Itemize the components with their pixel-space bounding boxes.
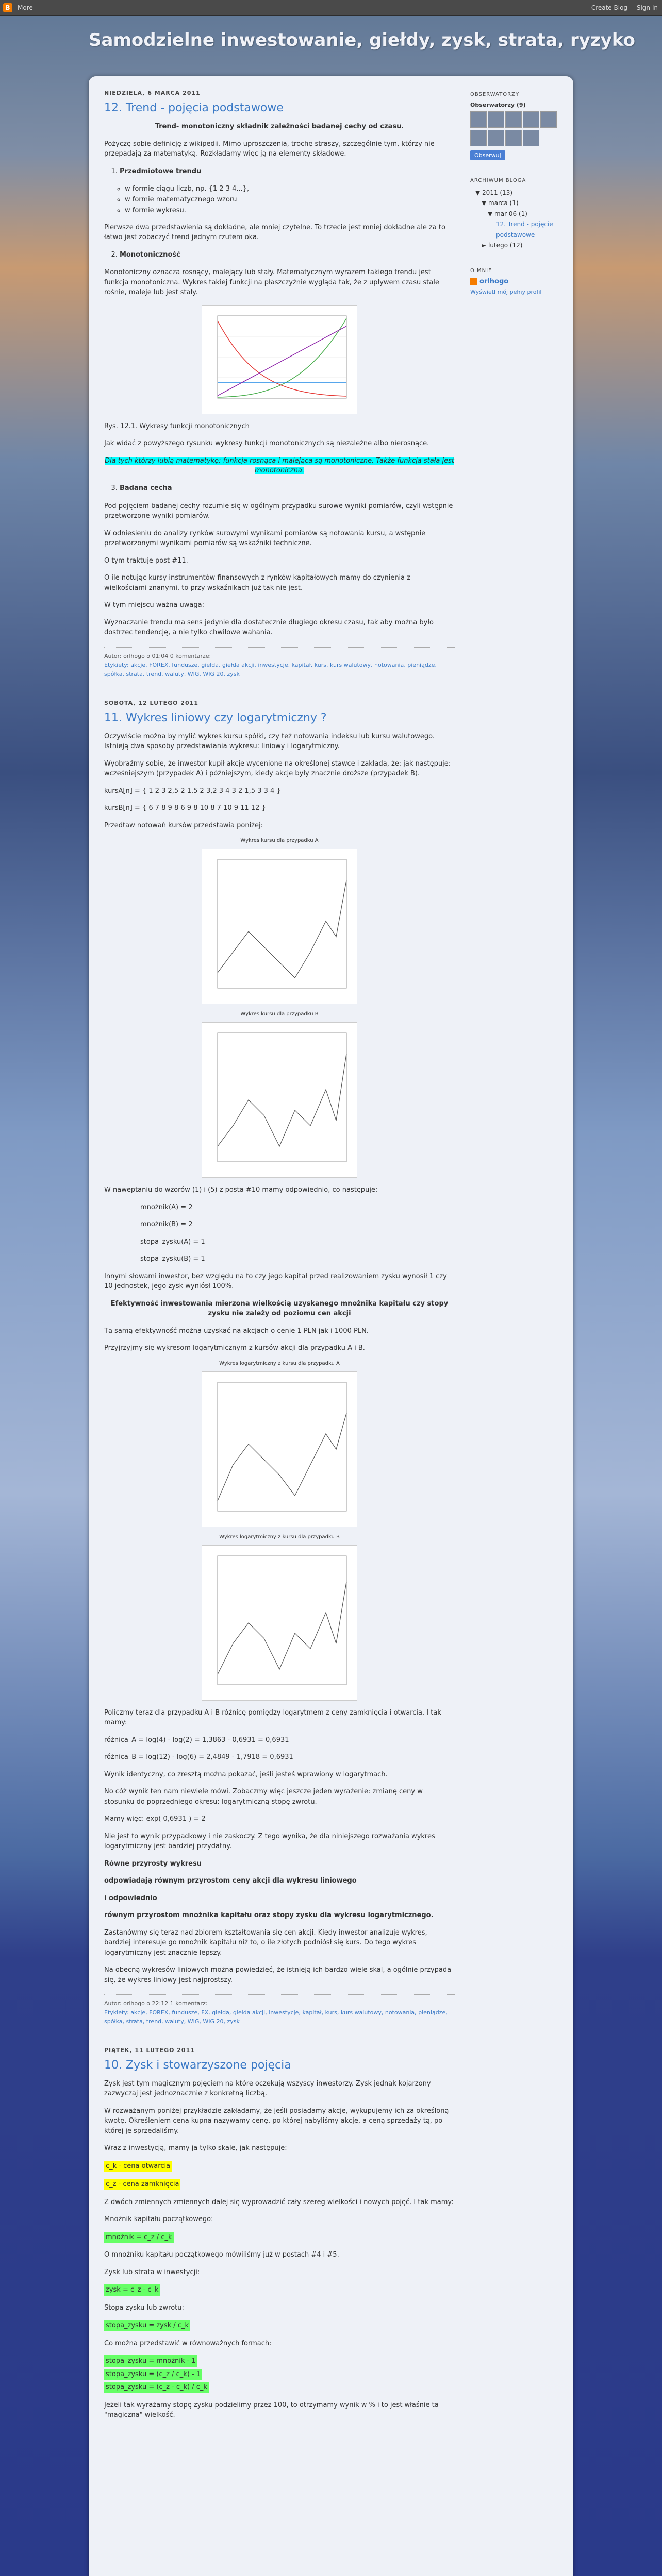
post-paragraph: Innymi słowami inwestor, bez względu na to czy jego kapitał przed realizowaniem zysku wynosił 1 czy 10 jednostek, jego zysk wyniósł 100%. (104, 1272, 447, 1291)
avatar[interactable] (488, 111, 504, 128)
avatar[interactable] (505, 130, 522, 146)
post-paragraph: Mnożnik kapitału początkowego: (104, 2215, 213, 2224)
post-paragraph: Mamy więc: exp( 0,6931 ) = 2 (104, 1815, 206, 1823)
archive-day[interactable]: ▼ mar 06 (1) (488, 210, 527, 217)
avatar[interactable] (470, 111, 487, 128)
post-author-line[interactable]: Autor: orlhogo o 01:04 0 komentarze: (104, 652, 211, 659)
highlighted-term: c_k - cena otwarcia (104, 2161, 172, 2172)
price-chart-b[interactable] (202, 1022, 357, 1178)
post-paragraph: Z dwóch zmiennych zmiennych dalej się wyprowadzić cały szereg wielkości i nowych pojęć. I tak mamy: (104, 2198, 454, 2206)
post-paragraph: Efektywność inwestowania mierzona wielkością uzyskanego mnożnika kapitału czy stopy zysku nie zależy od poziomu cen akcji (110, 1299, 449, 1318)
highlighted-note: Dla tych którzy lubią matematykę: funkcja rosnąca i malejąca są monotoniczne. Także funkcja stała jest monotoniczna. (104, 456, 455, 475)
post-title[interactable]: 12. Trend - pojęcia podstawowe (104, 101, 284, 114)
post-paragraph: O tym traktuje post #11. (104, 556, 188, 565)
main-column (104, 81, 455, 2428)
avatar[interactable] (470, 130, 487, 146)
post-paragraph: Policzmy teraz dla przypadku A i B różnicę pomiędzy logarytmem z ceny zamknięcia i otwarcia. I tak mamy: (104, 1708, 441, 1727)
post-paragraph: Jeżeli tak wyrażamy stopę zysku podzielimy przez 100, to otrzymamy wynik w % i to jest właśnie ta "magiczna" wielkość. (104, 2401, 439, 2419)
blogger-profile-icon (470, 278, 477, 285)
bold-line: równym przyrostom mnożnika kapitału oraz stopy zysku dla wykresu logarytmicznego. (104, 1911, 434, 1920)
more-menu[interactable]: More (18, 4, 33, 11)
post-paragraph: Jak widać z powyższego rysunku wykresy funkcji monotonicznych są niezależne albo nierosnące. (104, 439, 429, 448)
list-item: Badana cecha (120, 484, 172, 492)
content-wrapper (89, 76, 573, 2576)
archive-post-link[interactable]: 12. Trend - pojęcie podstawowe (496, 221, 553, 239)
create-blog-link[interactable]: Create Blog (591, 4, 628, 11)
post-title[interactable]: 10. Zysk i stowarzyszone pojęcia (104, 2058, 291, 2072)
value-line: stopa_zysku(A) = 1 (140, 1238, 205, 1246)
post-paragraph: W tym miejscu ważna uwaga: (104, 601, 204, 609)
follow-button[interactable]: Obserwuj (470, 150, 505, 160)
monotonic-functions-figure[interactable] (202, 305, 357, 414)
list-item: ◦ w formie matematycznego wzoru (125, 195, 455, 206)
post-paragraph: W rozważanym poniżej przykładzie zakładamy, że jeśli posiadamy akcje, wykupujemy ich za określoną kwotę. Określeniem cena kupna nazywamy cenę, po której nabyliśmy akcje, a ceną sprzedaży tą, po której je sprzedaliśmy. (104, 2107, 449, 2135)
sign-in-link[interactable]: Sign In (636, 4, 658, 11)
post-paragraph: Nie jest to wynik przypadkowy i nie zaskoczy. Z tego wynika, że dla niniejszego rozważania wykres logarytmiczny jest bardziej przydatny. (104, 1832, 435, 1851)
chart-b-caption: Wykres kursu dla przypadku B (240, 1011, 319, 1018)
value-line: mnożnik(A) = 2 (140, 1203, 193, 1211)
series-a: kursA[n] = { 1 2 3 2,5 2 1,5 2 3,2 3 4 3 2 1,5 3 3 4 } (104, 787, 281, 795)
widget-title: O MNIE (470, 268, 492, 274)
post-paragraph: Trend- monotoniczny składnik zależności badanej cechy od czasu. (155, 123, 404, 130)
log-chart-b-caption: Wykres logarytmiczny z kursu dla przypadku B (219, 1534, 340, 1540)
price-chart-a[interactable] (202, 849, 357, 1004)
view-profile-link[interactable]: Wyświetl mój pełny profil (470, 289, 542, 296)
list-item: Przedmiotowe trendu (120, 167, 202, 175)
post-footer (104, 1994, 455, 2026)
post-paragraph: Wyobraźmy sobie, że inwestor kupił akcje wycenione na określonej stawce i zakłada, że: jak następuje: wcześniejszym (przypadek A) i późniejszym, kiedy akcje były znacznie droższe (przypadek B). (104, 759, 451, 778)
formula: stopa_zysku = mnożnik - 1 (104, 2355, 197, 2367)
profile-name[interactable]: orlhogo (479, 278, 509, 286)
widget-title: ARCHIWUM BLOGA (470, 178, 526, 183)
bold-line: odpowiadają równym przyrostom ceny akcji dla wykresu liniowego (104, 1877, 357, 1885)
post-labels[interactable]: Etykiety: akcje, FOREX, fundusze, giełda, giełda akcji, inwestycje, kapitał, kurs, kurs walutowy, notowania, pieniądze, spółka, strata, trend, waluty, WIG, WIG 20, zysk (104, 662, 437, 677)
formula: mnożnik = c_z / c_k (104, 2232, 174, 2243)
blogger-logo-icon[interactable]: B (3, 3, 12, 12)
post-paragraph: O mnożniku kapitału początkowego mówiliśmy już w postach #4 i #5. (104, 2251, 339, 2259)
log-chart-a[interactable] (202, 1371, 357, 1527)
post-paragraph: W naweptaniu do wzorów (1) i (5) z posta #10 mamy odpowiednio, co następuje: (104, 1186, 378, 1194)
widget-title: OBSERWATORZY (470, 92, 520, 97)
equation: różnica_B = log(12) - log(6) = 2,4849 - 1,7918 = 0,6931 (104, 1753, 293, 1761)
post-paragraph: Pod pojęciem badanej cechy rozumie się w ogólnym przypadku surowe wyniki pomiarów, czyli wstępnie przetworzone wyniki pomiarów. (104, 502, 453, 520)
post-paragraph: O ile notując kursy instrumentów finansowych z rynków kapitałowych mamy do czynienia z wielkościami znanymi, to przy wskaźnikach już tak nie jest. (104, 574, 411, 592)
post-title[interactable]: 11. Wykres liniowy czy logarytmiczny ? (104, 711, 327, 724)
list-item: Monotoniczność (120, 250, 180, 259)
blog-title[interactable]: Samodzielne inwestowanie, giełdy, zysk, strata, ryzyko (89, 30, 635, 50)
list-item: ◦ w formie ciągu liczb, np. {1 2 3 4...}, (125, 184, 455, 195)
value-line: mnożnik(B) = 2 (140, 1221, 193, 1229)
post-paragraph: Tą samą efektywność można uzyskać na akcjach o cenie 1 PLN jak i 1000 PLN. (104, 1327, 369, 1335)
post-paragraph: Wraz z inwestycją, mamy ja tylko skale, jak następuje: (104, 2144, 287, 2153)
log-chart-a-caption: Wykres logarytmiczny z kursu dla przypadku A (219, 1360, 340, 1366)
post-paragraph: Co można przedstawić w równoważnych formach: (104, 2339, 272, 2347)
profile-widget (470, 268, 563, 295)
post-footer (104, 647, 455, 679)
post-labels[interactable]: Etykiety: akcje, FOREX, fundusze, FX, giełda, giełda akcji, inwestycje, kapitał, kurs, kurs walutowy, notowania, pieniądze, spółka, strata, trend, waluty, WIG, WIG 20, zysk (104, 2009, 448, 2025)
list-item: ◦ w formie wykresu. (125, 206, 455, 216)
avatar[interactable] (540, 111, 557, 128)
post-paragraph: Wyznaczanie trendu ma sens jedynie dla dostatecznie długiego okresu czasu, tak aby można było dostrzec tendencję, a nie tylko chwilowe wahania. (104, 618, 434, 637)
post-paragraph: Monotoniczny oznacza rosnący, malejący lub stały. Matematycznym wyrazem takiego trendu jest funkcja monotoniczna. Wykres takiej funkcji na płaszczyźnie wygląda tak, że z upływem czasu stale rośnie, maleje lub jest stały. (104, 268, 439, 297)
figure-caption: Rys. 12.1. Wykresy funkcji monotonicznych (104, 422, 250, 430)
post-paragraph: W odniesieniu do analizy rynków surowymi wynikami pomiarów są notowania kursu, a wstępnie przetworzonymi wynikami pomiarów są wskaźniki techniczne. (104, 529, 426, 548)
avatar[interactable] (523, 111, 539, 128)
series-b: kursB[n] = { 6 7 8 9 8 6 9 8 10 8 7 10 9 11 12 } (104, 804, 266, 812)
post-paragraph: Przedtaw notowań kursów przedstawia poniżej: (104, 821, 263, 829)
post-paragraph: Oczywiście można by mylić wykres kursu spółki, czy też notowania indeksu lub kursu walutowego. Istnieją dwa sposoby przedstawiania wykresu: liniowy i logarytmiczny. (104, 732, 435, 751)
date-header: NIEDZIELA, 6 MARCA 2011 (104, 90, 201, 96)
follower-avatars (470, 111, 563, 146)
post-paragraph: Pierwsze dwa przedstawienia są dokładne, ale mniej czytelne. To trzecie jest mniej dokładne ale za to łatwo jest zobaczyć trend jednym rzutem oka. (104, 223, 445, 242)
archive-year[interactable]: ▼ 2011 (13) (475, 189, 513, 196)
followers-widget (470, 92, 563, 160)
formula: stopa_zysku = (c_z / c_k) - 1 (104, 2369, 202, 2380)
bold-line: i odpowiednio (104, 1894, 157, 1902)
formula: stopa_zysku = (c_z - c_k) / c_k (104, 2382, 209, 2393)
bold-line: Równe przyrosty wykresu (104, 1859, 202, 1868)
post-paragraph: No cóż wynik ten nam niewiele mówi. Zobaczmy więc jeszcze jeden wyrażenie: zmianę ceny w stosunku do poprzedniego okresu: logarytmiczną stopę zwrotu. (104, 1788, 423, 1806)
archive-month[interactable]: ▼ marca (1) (482, 199, 519, 207)
log-chart-b[interactable] (202, 1545, 357, 1701)
post-paragraph: Pożyczę sobie definicję z wikipedii. Mimo uproszczenia, trochę straszy, szczególnie tym, którzy nie przepadają za matematyką. Rozkładamy więc ją na elementy składowe. (104, 140, 435, 158)
avatar[interactable] (488, 130, 504, 146)
date-header: PIĄTEK, 11 LUTEGO 2011 (104, 2046, 195, 2054)
sidebar (470, 92, 563, 313)
post-paragraph: Wynik identyczny, co zresztą można pokazać, jeśli jesteś wprawiony w logarytmach. (104, 1770, 388, 1778)
equation: różnica_A = log(4) - log(2) = 1,3863 - 0,6931 = 0,6931 (104, 1736, 289, 1744)
date-header: SOBOTA, 12 LUTEGO 2011 (104, 699, 198, 706)
post-author-line[interactable]: Autor: orlhogo o 22:12 1 komentarz: (104, 2000, 208, 2007)
formula: zysk = c_z - c_k (104, 2284, 160, 2296)
avatar[interactable] (505, 111, 522, 128)
blogger-navbar (0, 0, 662, 16)
value-line: stopa_zysku(B) = 1 (140, 1255, 205, 1263)
formula: stopa_zysku = zysk / c_k (104, 2320, 190, 2331)
post-paragraph: Przyjrzyjmy się wykresom logarytmicznym z kursów akcji dla przypadku A i B. (104, 1344, 365, 1352)
post-paragraph: Zysk jest tym magicznym pojęciem na które oczekują wszyscy inwestorzy. Zysk jednak kojarzony zazwyczaj jest jednoznacznie z konkretną liczbą. (104, 2079, 431, 2098)
post-paragraph: Stopa zysku lub zwrotu: (104, 2303, 184, 2312)
post-paragraph: Zastanówmy się teraz nad zbiorem kształtowania się cen akcji. Kiedy inwestor analizuje wykres, bardziej interesuje go mnożnik kapitału niż to, o ile złotych podniósł się kurs. Do tego wykres logarytmiczny jest znacznie lepszy. (104, 1928, 427, 1957)
chart-a-caption: Wykres kursu dla przypadku A (240, 838, 319, 844)
post-paragraph: Na obecną wykresów liniowych można powiedzieć, że istnieją ich bardzo wiele skal, a ogólnie przypada się, że wykres liniowy jest najprostszy. (104, 1966, 452, 1984)
archive-month[interactable]: ► lutego (12) (482, 241, 523, 249)
avatar[interactable] (523, 130, 539, 146)
followers-count: Obserwatorzy (9) (470, 101, 526, 108)
archive-widget (470, 178, 563, 250)
highlighted-term: c_z - cena zamknięcia (104, 2179, 180, 2190)
post-paragraph: Zysk lub strata w inwestycji: (104, 2268, 200, 2276)
